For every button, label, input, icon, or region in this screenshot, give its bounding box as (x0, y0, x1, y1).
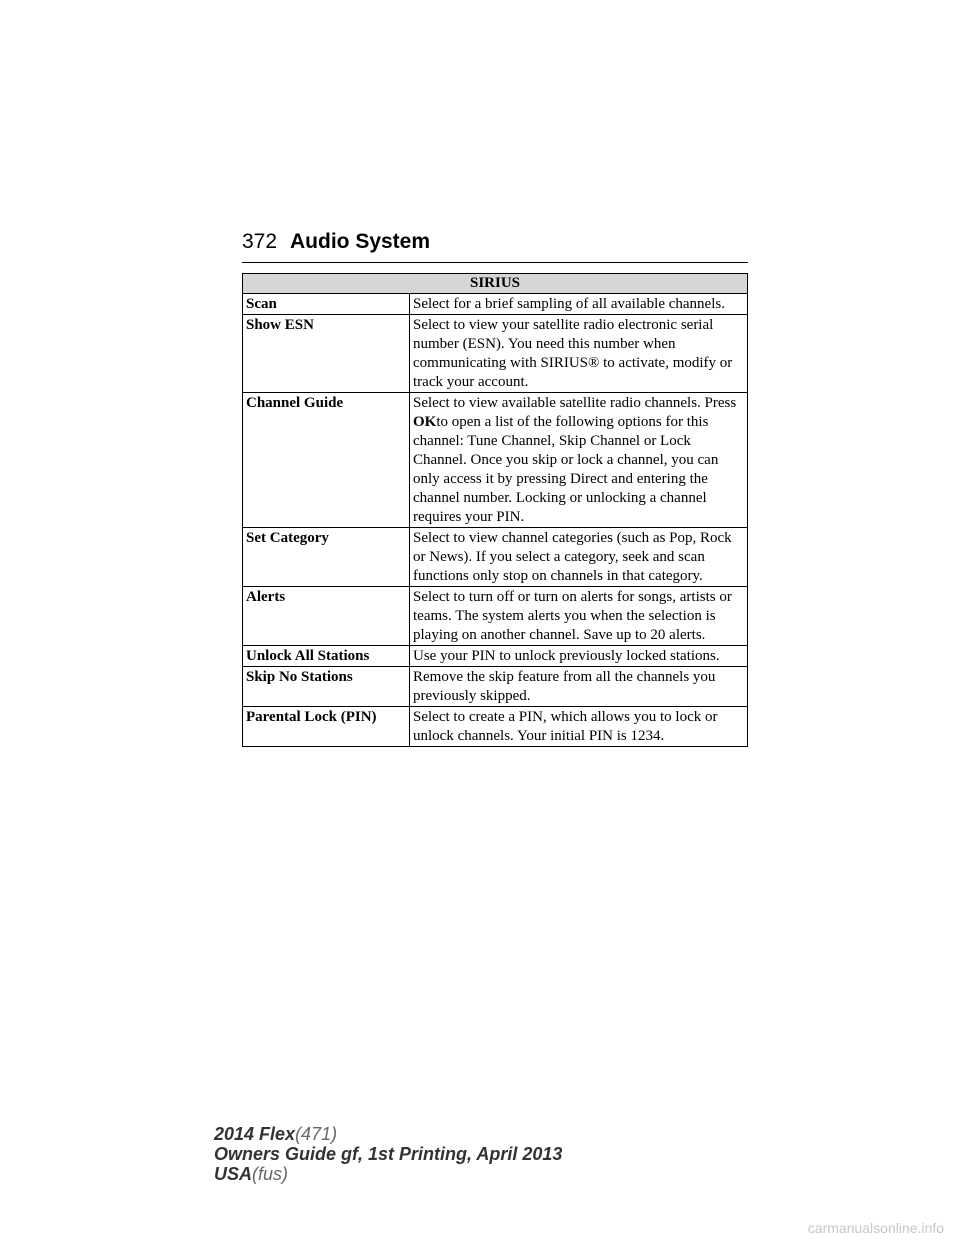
table-row (243, 294, 748, 315)
desc-text: Select to view available satellite radio channels. Press (413, 395, 737, 411)
page-number: 372 (242, 230, 278, 253)
sirius-table (242, 273, 748, 747)
watermark: carmanualsonline.info (807, 1220, 944, 1236)
table-row (243, 315, 748, 393)
row-desc: Use your PIN to unlock previously locked stations. (410, 646, 748, 667)
row-desc: Select to view channel categories (such as Pop, Rock or News). If you select a category, seek and scan functions only stop on channels in that category. (410, 528, 748, 587)
row-desc: Select to turn off or turn on alerts for songs, artists or teams. The system alerts you when the selection is playing on another channel. Save up to 20 alerts. (410, 587, 748, 646)
section-title: Audio System (290, 230, 431, 253)
footer-line-region (214, 1164, 562, 1184)
row-term: Show ESN (243, 315, 410, 393)
table-row (243, 393, 748, 528)
row-desc (410, 393, 748, 528)
row-term: Scan (243, 294, 410, 315)
footer-model: 2014 Flex (214, 1124, 296, 1144)
table-row (243, 707, 748, 747)
ok-key-label: OK (413, 414, 437, 430)
footer-region: USA (214, 1164, 253, 1184)
row-desc: Remove the skip feature from all the channels you previously skipped. (410, 667, 748, 707)
row-desc: Select to create a PIN, which allows you to lock or unlock channels. Your initial PIN is 1234. (410, 707, 748, 747)
desc-text: to open a list of the following options for this channel: Tune Channel, Skip Channel or Lock Channel. Once you skip or lock a channel, you can only access it by pressing Direct and entering the channel number. Locking or unlocking a channel requires your PIN. (413, 414, 719, 525)
row-term: Channel Guide (243, 393, 410, 528)
footer-line-guide: Owners Guide gf, 1st Printing, April 2013 (214, 1144, 563, 1164)
row-term: Set Category (243, 528, 410, 587)
header-rule (242, 262, 748, 263)
row-term: Parental Lock (PIN) (243, 707, 410, 747)
table-row (243, 587, 748, 646)
table-row (243, 528, 748, 587)
footer-line-model (214, 1124, 562, 1144)
row-term: Skip No Stations (243, 667, 410, 707)
table-heading: SIRIUS (243, 274, 748, 294)
row-desc: Select for a brief sampling of all available channels. (410, 294, 748, 315)
table-row (243, 667, 748, 707)
row-term: Unlock All Stations (243, 646, 410, 667)
row-desc: Select to view your satellite radio electronic serial number (ESN). You need this number when communicating with SIRIUS® to activate, modify or track your account. (410, 315, 748, 393)
row-term: Alerts (243, 587, 410, 646)
print-footer (214, 1124, 562, 1184)
page-header (242, 230, 430, 254)
table-heading-row (243, 274, 748, 294)
footer-region-code: (fus) (252, 1164, 289, 1184)
table-row (243, 646, 748, 667)
footer-code: (471) (295, 1124, 338, 1144)
